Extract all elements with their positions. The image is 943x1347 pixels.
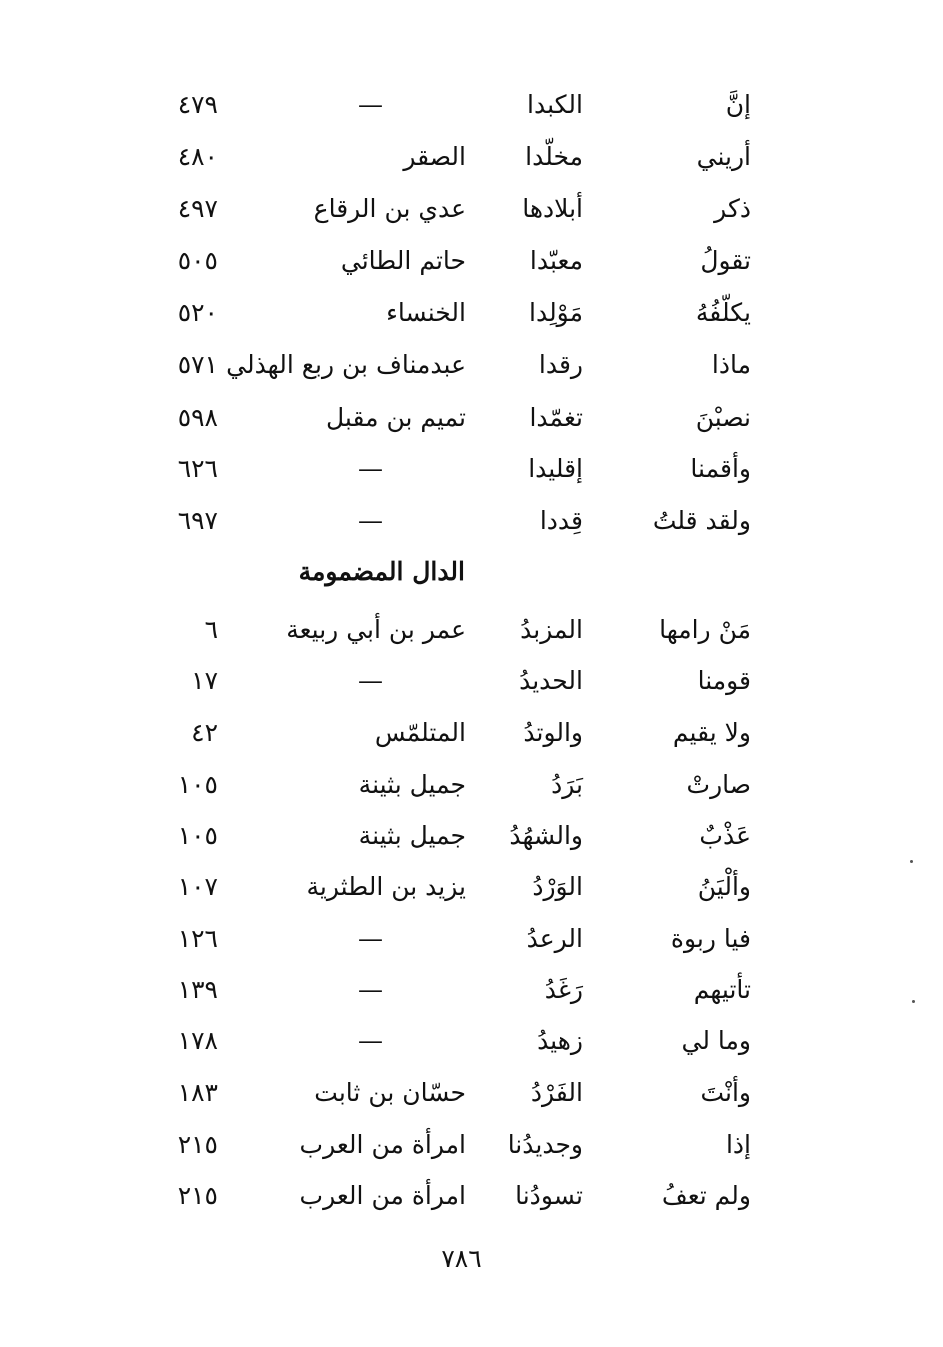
page-ref: ٥٧١ bbox=[177, 350, 218, 379]
rhyme-word: قِددا bbox=[539, 506, 583, 535]
rhyme-word: تغمّدا bbox=[529, 403, 583, 432]
first-words: وما لي bbox=[681, 1026, 751, 1055]
table-row bbox=[0, 241, 943, 281]
first-words: إذا bbox=[725, 1130, 751, 1159]
table-row bbox=[0, 816, 943, 856]
first-words: تأتيهم bbox=[693, 975, 751, 1004]
table-row bbox=[0, 867, 943, 907]
rhyme-word: مَوْلِدا bbox=[529, 298, 583, 327]
table-row bbox=[0, 85, 943, 125]
table-row bbox=[0, 919, 943, 959]
page-ref: ١٣٩ bbox=[177, 975, 218, 1004]
page-ref: ٦٩٧ bbox=[177, 506, 218, 535]
rhyme-word: المزبدُ bbox=[520, 615, 583, 644]
page-ref: ٦٢٦ bbox=[177, 454, 218, 483]
first-words: صارتْ bbox=[686, 770, 751, 799]
table-row bbox=[0, 501, 943, 541]
first-words: قومنا bbox=[697, 666, 751, 695]
table-row bbox=[0, 765, 943, 805]
page-ref: ٥٢٠ bbox=[177, 298, 218, 327]
first-words: أريني bbox=[696, 142, 751, 171]
rhyme-word: والوتدُ bbox=[523, 718, 583, 747]
first-words: يكلّفُهُ bbox=[695, 298, 751, 327]
poet-name: — bbox=[358, 90, 383, 119]
poet-name: — bbox=[358, 1026, 383, 1055]
page-ref: ٦ bbox=[204, 615, 218, 644]
poet-name: عمر بن أبي ربيعة bbox=[286, 615, 466, 644]
page-ref: ٥٩٨ bbox=[177, 403, 218, 432]
first-words: فيا ربوة bbox=[670, 924, 751, 953]
poet-name: حسّان بن ثابت bbox=[314, 1078, 466, 1107]
table-row bbox=[0, 1073, 943, 1113]
page-ref: ١٧ bbox=[191, 666, 218, 695]
first-words: ذكر bbox=[714, 194, 751, 223]
table-row bbox=[0, 189, 943, 229]
rhyme-word: والشهُدُ bbox=[509, 821, 583, 850]
table-row bbox=[0, 398, 943, 438]
poet-name: — bbox=[358, 666, 383, 695]
poet-name: حاتم الطائي bbox=[340, 246, 466, 275]
first-words: ولا يقيم bbox=[672, 718, 751, 747]
poet-name: عدي بن الرقاع bbox=[313, 194, 466, 223]
table-row bbox=[0, 293, 943, 333]
poet-name: يزيد بن الطثرية bbox=[306, 872, 466, 901]
table-row bbox=[0, 661, 943, 701]
page-ref: ٤٨٠ bbox=[177, 142, 218, 171]
table-row bbox=[0, 449, 943, 489]
rhyme-word: الوَرْدُ bbox=[532, 872, 583, 901]
rhyme-word: الفَرْدُ bbox=[530, 1078, 583, 1107]
table-row bbox=[0, 970, 943, 1010]
page-ref: ١٠٥ bbox=[177, 821, 218, 850]
table-row bbox=[0, 345, 943, 385]
first-words: ماذا bbox=[711, 350, 751, 379]
poet-name: الخنساء bbox=[386, 298, 466, 327]
poet-name: — bbox=[358, 506, 383, 535]
page-ref: ١٠٧ bbox=[177, 872, 218, 901]
first-words: إنَّ bbox=[725, 90, 751, 119]
table-row bbox=[0, 713, 943, 753]
table-row bbox=[0, 1176, 943, 1216]
section-heading: الدال المضمومة bbox=[298, 557, 465, 586]
page-ref: ١٢٦ bbox=[177, 924, 218, 953]
rhyme-word: بَرَدُ bbox=[551, 770, 583, 799]
poet-name: جميل بثينة bbox=[358, 770, 466, 799]
rhyme-word: معبّدا bbox=[529, 246, 583, 275]
page-ref: ٢١٥ bbox=[177, 1130, 218, 1159]
first-words: تقولُ bbox=[700, 246, 751, 275]
first-words: مَنْ رامها bbox=[659, 615, 751, 644]
rhyme-word: مخلّدا bbox=[525, 142, 583, 171]
page-number: ٧٨٦ bbox=[441, 1244, 482, 1273]
rhyme-word: إقليدا bbox=[528, 454, 583, 483]
first-words: وأنْتَ bbox=[700, 1078, 751, 1107]
poet-name: عبدمناف بن ربع الهذلي bbox=[226, 350, 466, 379]
rhyme-word: رقدا bbox=[538, 350, 583, 379]
rhyme-word: وجديدُنا bbox=[507, 1130, 583, 1159]
page-ref: ١٨٣ bbox=[177, 1078, 218, 1107]
poet-name: — bbox=[358, 454, 383, 483]
poet-name: تميم بن مقبل bbox=[326, 403, 466, 432]
poet-name: — bbox=[358, 924, 383, 953]
rhyme-word: تسودُنا bbox=[515, 1181, 583, 1210]
rhyme-word: الكبدا bbox=[527, 90, 583, 119]
table-row bbox=[0, 610, 943, 650]
poet-name: امرأة من العرب bbox=[299, 1181, 466, 1210]
page-ref: ٤٧٩ bbox=[177, 90, 218, 119]
first-words: ولم تعفُ bbox=[661, 1181, 751, 1210]
poet-name: — bbox=[358, 975, 383, 1004]
first-words: وأقمنا bbox=[690, 454, 751, 483]
rhyme-word: الحديدُ bbox=[519, 666, 583, 695]
first-words: نصبْنَ bbox=[695, 403, 751, 432]
page-ref: ٤٩٧ bbox=[177, 194, 218, 223]
poet-name: امرأة من العرب bbox=[299, 1130, 466, 1159]
page-ref: ٥٠٥ bbox=[177, 246, 218, 275]
scan-speck bbox=[910, 860, 913, 863]
page-ref: ٢١٥ bbox=[177, 1181, 218, 1210]
rhyme-word: الرعدُ bbox=[526, 924, 583, 953]
poet-name: الصقر bbox=[403, 142, 466, 171]
first-words: وألْيَنُ bbox=[697, 872, 751, 901]
table-row bbox=[0, 1021, 943, 1061]
rhyme-word: زهيدُ bbox=[537, 1026, 583, 1055]
table-row bbox=[0, 137, 943, 177]
rhyme-word: أبلادها bbox=[522, 194, 583, 223]
poet-name: جميل بثينة bbox=[358, 821, 466, 850]
page-ref: ١٠٥ bbox=[177, 770, 218, 799]
page-ref: ٤٢ bbox=[191, 718, 218, 747]
poet-name: المتلمّس bbox=[374, 718, 466, 747]
rhyme-word: رَغَدُ bbox=[544, 975, 583, 1004]
table-row bbox=[0, 1125, 943, 1165]
scan-speck bbox=[912, 1000, 915, 1003]
first-words: ولقد قلتُ bbox=[652, 506, 751, 535]
page-ref: ١٧٨ bbox=[177, 1026, 218, 1055]
first-words: عَذْبٌ bbox=[699, 821, 751, 850]
